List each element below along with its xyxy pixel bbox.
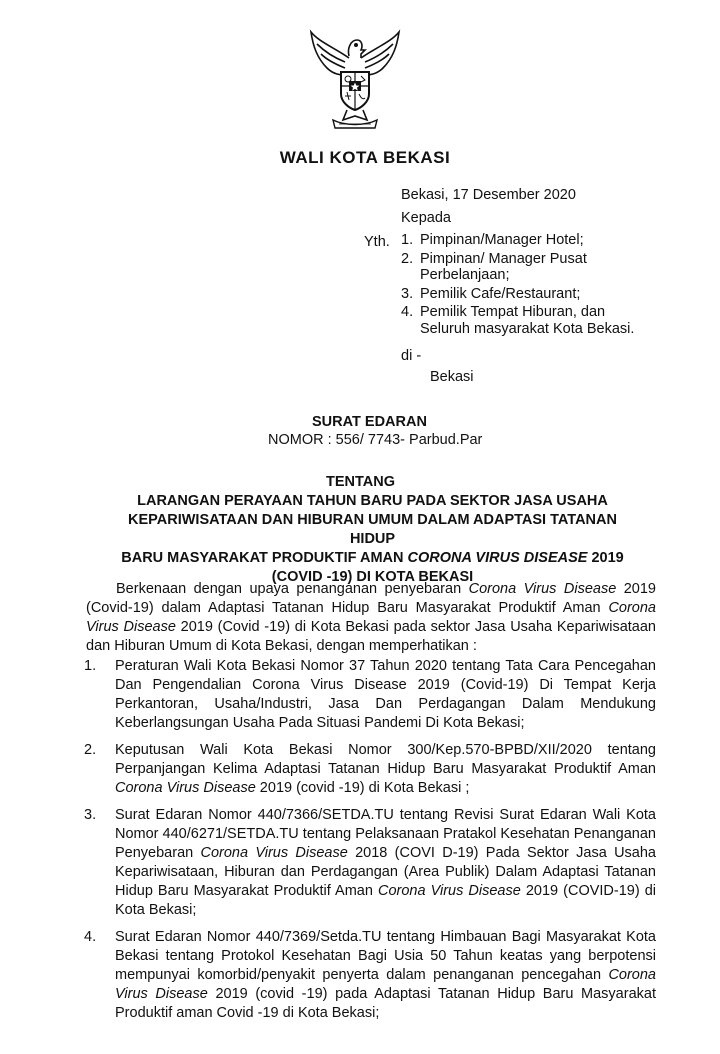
list-item: 1. Peraturan Wali Kota Bekasi Nomor 37 Tahun 2020 tentang Tata Cara Pencegahan Dan Pengendalian Corona Virus Disease 2019 (Covid-19) Di Tempat Kerja Perkantoran, Usaha/Industri, Jasa Dan Perdagangan Dalam Mendukung Keberlangsungan Usaha Pada Situasi Pandemi Di Kota Bekasi; <box>84 658 656 731</box>
circular-title: SURAT EDARAN <box>312 414 427 430</box>
list-item: 2. Keputusan Wali Kota Bekasi Nomor 300/Kep.570-BPBD/XII/2020 tentang Perpanjangan Kelima Adaptasi Tatanan Hidup Baru Masyarakat Produktif Aman Corona Virus Disease 2019 (covid -19) di Kota Bekasi ; <box>84 742 656 796</box>
yth-label: Yth. <box>364 234 390 250</box>
recipient-item: 4. Pemilik Tempat Hiburan, dan Seluruh masyarakat Kota Bekasi. <box>401 304 635 337</box>
di-label: di - <box>401 348 422 364</box>
recipient-list <box>401 232 641 339</box>
to-label: Kepada <box>401 210 451 226</box>
subject-label: TENTANG <box>326 474 396 490</box>
recipient-item: 3. Pemilik Cafe/Restaurant; <box>401 285 581 302</box>
recipient-item: 1. Pimpinan/Manager Hotel; <box>401 232 584 248</box>
place-date: Bekasi, 17 Desember 2020 <box>401 187 576 203</box>
considerations-list <box>84 657 656 1031</box>
intro-paragraph: Berkenaan dengan upaya penanganan penyebaran Corona Virus Disease 2019 (Covid-19) dalam Adaptasi Tatanan Hidup Baru Masyarakat Produktif Aman Corona Virus Disease 2019 (Covid -19) di Kota Bekasi pada sektor Jasa Usaha Kepariwisataan dan Hiburan Umum di Kota Bekasi, dengan memperhatikan : <box>86 581 656 654</box>
circular-number: NOMOR : 556/ 7743- Parbud.Par <box>268 432 483 448</box>
garuda-emblem-icon <box>305 28 405 132</box>
list-item: 3. Surat Edaran Nomor 440/7366/SETDA.TU tentang Revisi Surat Edaran Wali Kota Nomor 440/6271/SETDA.TU tentang Pelaksanaan Pratakol Kesehatan Penanganan Penyebaran Corona Virus Disease 2018 (COVI D-19) Pada Sektor Jasa Usaha Kepariwisataan, Hiburan dan Perdagangan (Area Publik) Dalam Adaptasi Tatanan Hidup Baru Masyarakat Produktif Aman Corona Virus Disease 2019 (COVID-19) di Kota Bekasi; <box>84 807 657 918</box>
subject-heading: LARANGAN PERAYAAN TAHUN BARU PADA SEKTOR JASA USAHA KEPARIWISATAAN DAN HIBURAN UMUM DALAM ADAPTASI TATANAN HIDUP BARU MASYARAKAT PRODUKTIF AMAN CORONA VIRUS DISEASE 2019 (COVID -19) DI KOTA BEKASI <box>121 493 624 585</box>
list-item: 4. Surat Edaran Nomor 440/7369/Setda.TU tentang Himbauan Bagi Masyarakat Kota Bekasi tentang Protokol Kesehatan Bagi Usia 50 Tahun keatas yang berpotensi mempunyai komorbid/penyakit penyerta dalam penanganan pencegahan Corona Virus Disease 2019 (covid -19) pada Adaptasi Tatanan Hidup Baru Masyarakat Produktif aman Covid -19 di Kota Bekasi; <box>84 929 656 1021</box>
destination-city: Bekasi <box>430 369 474 385</box>
recipient-item: 2. Pimpinan/ Manager Pusat Perbelanjaan; <box>401 250 587 283</box>
authority-title: WALI KOTA BEKASI <box>279 148 451 167</box>
